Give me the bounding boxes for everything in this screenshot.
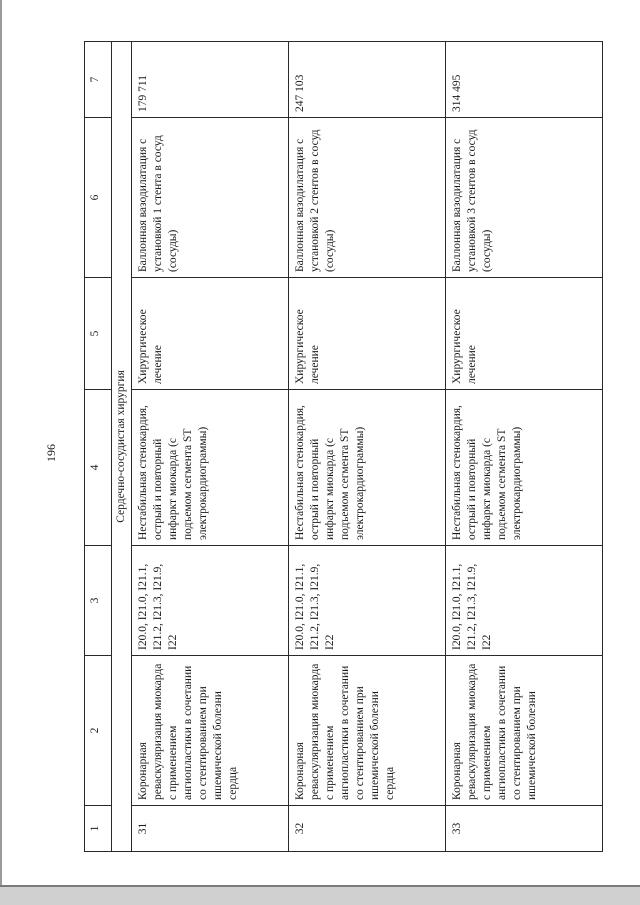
row-number: 33: [445, 806, 602, 852]
scan-edge-left: [0, 0, 2, 905]
care-name: Коронарная реваскуляризация миокарда с применением ангиопластики в сочетании со стентированием при ишемической болезни сердца: [131, 656, 288, 806]
column-header: 4: [85, 390, 112, 546]
treatment-method: Баллонная вазодилатация с установкой 2 стентов в сосуд (сосуды): [288, 118, 445, 278]
treatment-type: Хирургическое лечение: [445, 278, 602, 390]
column-header: 2: [85, 656, 112, 806]
table-row: [131, 42, 288, 852]
column-header: 5: [85, 278, 112, 390]
rotated-table-container: [84, 42, 624, 852]
column-header: 7: [85, 42, 112, 118]
treatment-method: Баллонная вазодилатация с установкой 1 стента в сосуд (сосуды): [131, 118, 288, 278]
column-header: 1: [85, 806, 112, 852]
column-header: 3: [85, 546, 112, 656]
table-row: [445, 42, 602, 852]
column-header: 6: [85, 118, 112, 278]
row-number: 32: [288, 806, 445, 852]
cost-value: 179 711: [131, 42, 288, 118]
icd-codes: I20.0, I21.0, I21.1, I21.2, I21.3, I21.9, I22: [288, 546, 445, 656]
row-number: 31: [131, 806, 288, 852]
care-name: Коронарная реваскуляризация миокарда с применением ангиопластики в сочетании со стентированием при ишемической болезни: [445, 656, 602, 806]
medical-care-table: [84, 41, 603, 852]
table-row: [288, 42, 445, 852]
section-row: [112, 42, 132, 852]
patient-model: Нестабильная стенокардия, острый и повторный инфаркт миокарда (с подъемом сегмента ST электрокардиограммы): [445, 390, 602, 546]
section-title: Сердечно-сосудистая хирургия: [112, 42, 132, 852]
column-number-row: [85, 42, 112, 852]
treatment-type: Хирургическое лечение: [288, 278, 445, 390]
treatment-type: Хирургическое лечение: [131, 278, 288, 390]
page-number: 196: [44, 444, 58, 462]
cost-value: 314 495: [445, 42, 602, 118]
icd-codes: I20.0, I21.0, I21.1, I21.2, I21.3, I21.9, I22: [445, 546, 602, 656]
scan-edge-bottom: [0, 887, 640, 905]
patient-model: Нестабильная стенокардия, острый и повторный инфаркт миокарда (с подъемом сегмента ST электрокардиограммы): [288, 390, 445, 546]
treatment-method: Баллонная вазодилатация с установкой 3 стентов в сосуд (сосуды): [445, 118, 602, 278]
patient-model: Нестабильная стенокардия, острый и повторный инфаркт миокарда (с подъемом сегмента ST электрокардиограммы): [131, 390, 288, 546]
cost-value: 247 103: [288, 42, 445, 118]
icd-codes: I20.0, I21.0, I21.1, I21.2, I21.3, I21.9, I22: [131, 546, 288, 656]
care-name: Коронарная реваскуляризация миокарда с применением ангиопластики в сочетании со стентированием при ишемической болезни сердца: [288, 656, 445, 806]
